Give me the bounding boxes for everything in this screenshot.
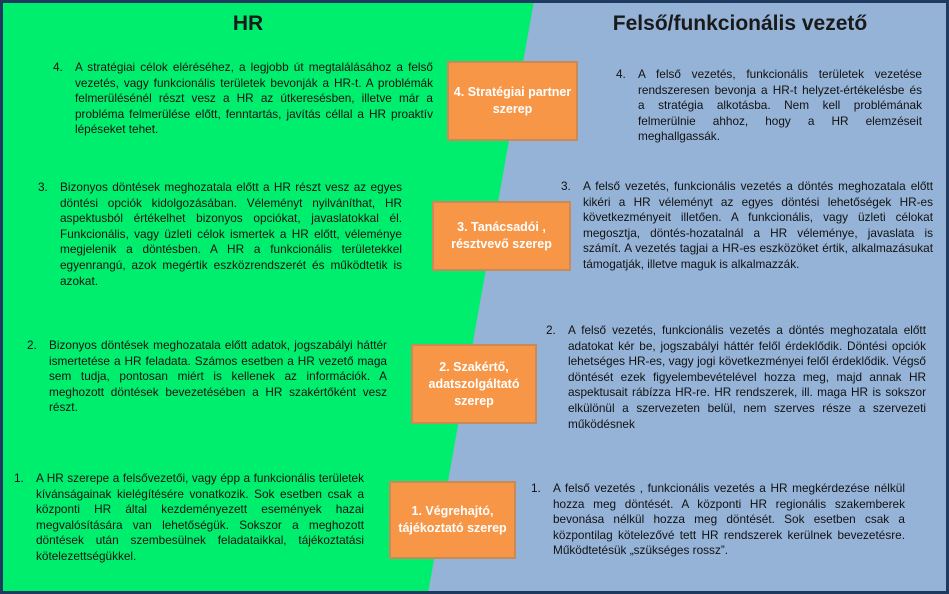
hr-role-4-number: 4.: [53, 60, 63, 74]
header-hr: HR: [232, 12, 264, 35]
hr-role-4-description: A stratégiai célok eléréséhez, a legjobb út megtalálásához a felső vezetés, vagy funkcionális területek bevonják a HR-t. A problémák felmerülésénél részt vesz a HR az útkeresésben, illetve már a probléma felmerülése előtt, fenntartás, javítás céllal a HR proaktív lépéseket tehet.: [75, 60, 433, 137]
hr-role-3-number: 3.: [38, 180, 48, 194]
hr-role-1-text: [14, 471, 364, 565]
manager-role-2-text: [546, 323, 926, 432]
manager-role-1-text: [531, 481, 905, 559]
role-box-executive: 1. Végrehajtó, tájékoztató szerep: [389, 481, 516, 559]
manager-role-2-number: 2.: [546, 323, 556, 337]
role-box-strategic-partner: 4. Stratégiai partner szerep: [447, 61, 578, 141]
hr-role-3-description: Bizonyos döntések meghozatala előtt a HR részt vesz az egyes döntési opciók kidolgozásában. Véleményt nyilváníthat, HR aspektusból értékelhet bizonyos opciókat, javaslatokkal él. Funkcionális, vagy üzleti célok ismertek a HR előtt, véleménye megjelenik a döntésben. A HR a funkcionális területekkel egyenrangú, azok megértik eszközrendszerét és működtetik is azokat.: [60, 180, 402, 288]
manager-role-4-text: [616, 67, 922, 145]
manager-role-4-number: 4.: [616, 67, 626, 81]
role-box-expert: 2. Szakértő, adatszolgáltató szerep: [411, 344, 537, 424]
manager-role-1-description: A felső vezetés , funkcionális vezetés a HR megkérdezése nélkül hozza meg döntését. A központi HR regionális szakemberek bevonása nélkül hozza meg döntését. Sok esetben csak a központilag kötelezővé tett HR rendszerek kerülnek bevezetésre. Működtetésük „szükséges rossz”.: [553, 481, 905, 558]
role-box-advisory: 3. Tanácsadói , résztvevő szerep: [432, 201, 571, 271]
hr-role-3-text: [38, 180, 402, 289]
hr-role-2-number: 2.: [27, 338, 37, 352]
manager-role-1-number: 1.: [531, 481, 541, 495]
manager-role-3-description: A felső vezetés, funkcionális vezetés a döntés meghozatala előtt kikéri a HR véleményt az egyes döntési lehetőségek HR-es következményeit illetően. A funkcionális, vagy üzleti célokat megosztja, döntés-hozatalnál a HR véleménye, javaslata is számít. A vezetés tagjai a HR-es eszközöket értik, alkalmazásukat támogatják, illetve maguk is alkalmazzák.: [583, 179, 933, 271]
hr-role-2-description: Bizonyos döntések meghozatala előtt adatok, jogszabályi háttér ismertetése a HR feladata. Számos esetben a HR vezető maga sem tudja, pontosan miért is kellenek az információk. A meghozott döntések bevezetésében a HR szakértőként vesz részt.: [49, 338, 387, 415]
manager-role-2-description: A felső vezetés, funkcionális vezetés a döntés meghozatala előtt adatokat kér be, jogszabályi háttér felől érdeklődik. Döntési opciók lehetséges HR-es, vagy jogi következményei felől érdeklődik. Végső döntését ezek figyelembevételével hozza meg, majd annak HR aspektusait rábízza HR-re. HR rendszerek, ill. maga HR is sokszor elkülönül a szervezeten belül, nem szerves része a szervezeti működésnek: [568, 323, 926, 431]
manager-role-3-text: [561, 179, 933, 273]
header-manager: Felső/funkcionális vezető: [612, 12, 868, 35]
manager-role-3-number: 3.: [561, 179, 571, 193]
manager-role-4-description: A felső vezetés, funkcionális területek vezetése rendszeresen bevonja a HR-t helyzet-értékelésbe és a stratégia alkotásba. Nem kell problémának felmerülnie ahhoz, hogy a HR elemzéseit meghallgassák.: [638, 67, 922, 144]
hr-role-2-text: [27, 338, 387, 416]
hr-role-1-number: 1.: [14, 471, 24, 485]
hr-role-4-text: [53, 60, 433, 138]
hr-role-1-description: A HR szerepe a felsővezetői, vagy épp a funkcionális területek kívánságainak kielégítésére vonatkozik. Sok esetben csak a központi HR által kezdeményezett események hazai megvalósítására van lehetőségük. Sokszor a meghozott döntések után szembesülnek feladataikkal, tájékoztatási kötelezettségükkel.: [36, 471, 364, 563]
